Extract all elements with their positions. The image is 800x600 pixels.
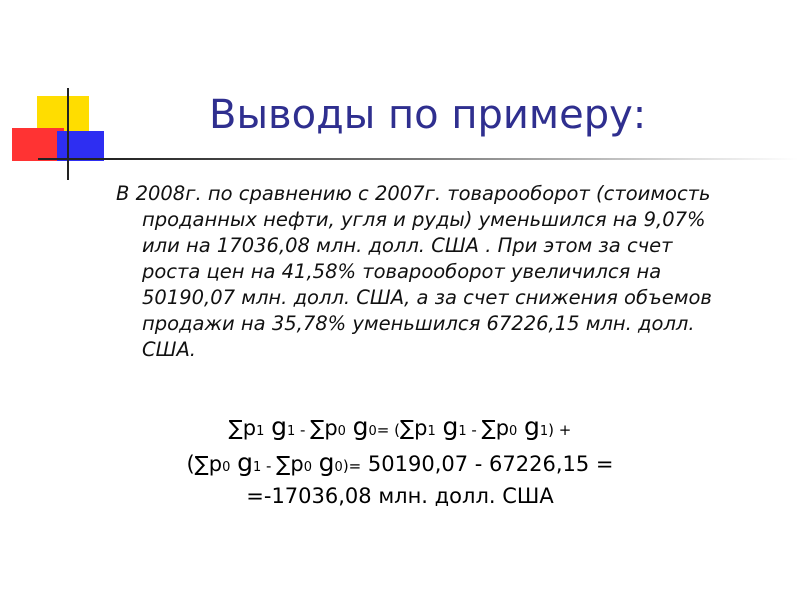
formula-subscript: 0	[509, 424, 518, 439]
title-underline	[108, 158, 798, 160]
formula-subscript: 1	[458, 424, 467, 439]
formula-subscript: 0	[337, 424, 346, 439]
decor-vertical-line	[67, 88, 69, 180]
formula-sum-p: ∑p	[276, 452, 304, 476]
formula-g: g	[237, 448, 253, 477]
paragraph-line: США.	[142, 338, 197, 361]
formula-operator: )=	[342, 457, 362, 475]
formula-sum-p: ∑p	[400, 416, 428, 440]
decor-blue-square	[57, 131, 104, 161]
slide-title: Выводы по примеру:	[209, 92, 647, 138]
paragraph-line: проданных нефти, угля и руды) уменьшился на 9,07%	[142, 208, 706, 231]
conclusion-paragraph	[116, 181, 796, 363]
formula-subscript: 1	[539, 424, 549, 439]
formula-subscript: 0	[368, 424, 377, 439]
formula-subscript: 1	[286, 424, 296, 439]
paragraph-line: продажи на 35,78% уменьшился 67226,15 млн. долл.	[142, 312, 695, 335]
formula-g: g	[524, 412, 540, 441]
formula-sum-p: ∑p	[481, 416, 510, 440]
formula-sum-p: (∑p	[186, 452, 223, 476]
formula-line-1	[0, 412, 800, 441]
formula-sum-p: ∑p	[310, 416, 338, 440]
paragraph-line: 50190,07 млн. долл. США, а за счет снижения объемов	[142, 286, 712, 309]
formula-subscript: 0	[334, 460, 343, 475]
formula-operator: ) +	[548, 421, 572, 439]
formula-subscript: 0	[303, 460, 312, 475]
formula-operator: = (	[376, 421, 400, 439]
formula-subscript: 0	[222, 460, 231, 475]
paragraph-line: В 2008г. по сравнению с 2007г. товарооборот (стоимость	[116, 182, 711, 205]
formula-subscript: 1	[256, 424, 265, 439]
formula-g: g	[318, 448, 335, 477]
formula-operator: -	[466, 421, 482, 439]
formula-operator: -	[295, 421, 311, 439]
formula-line-2	[0, 448, 800, 477]
formula-g: g	[271, 412, 287, 441]
paragraph-line: или на 17036,08 млн. долл. США . При этом за счет	[142, 234, 673, 257]
formula-line-3: =-17036,08 млн. долл. США	[246, 484, 554, 508]
formula-g: g	[352, 412, 369, 441]
decor-horizontal-line-left	[38, 158, 108, 160]
formula-subscript: 1	[427, 424, 436, 439]
formula-g: g	[442, 412, 459, 441]
formula-operator: -	[261, 457, 277, 475]
formula-subscript: 1	[252, 460, 262, 475]
formula-sum-p: ∑p	[228, 416, 257, 440]
paragraph-line: роста цен на 41,58% товарооборот увеличился на	[142, 260, 662, 283]
formula-result: 50190,07 - 67226,15 =	[361, 452, 614, 476]
